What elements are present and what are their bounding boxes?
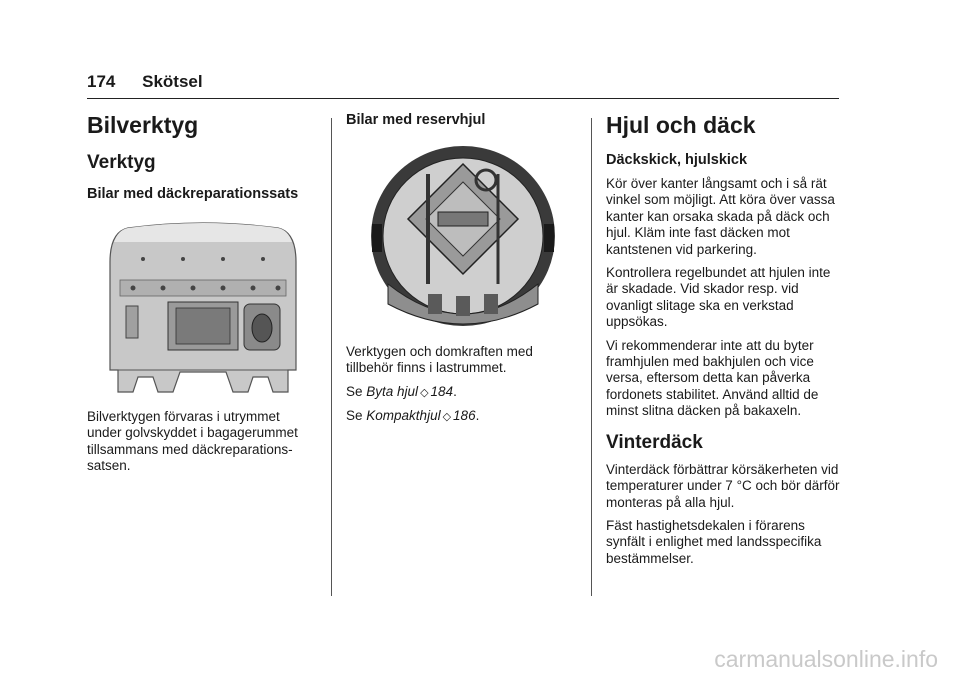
page-ref-icon: ◇: [420, 386, 429, 399]
column-3: [606, 110, 841, 574]
column-2: [346, 110, 574, 433]
page-ref-icon: ◇: [442, 411, 452, 424]
page-header: [87, 72, 203, 92]
link-change-wheel[interactable]: Byta hjul: [366, 383, 419, 399]
section-title: Skötsel: [142, 72, 203, 91]
heading-bilverktyg: Bilverktyg: [87, 112, 199, 138]
heading-wheels-tyres: Hjul och däck: [606, 112, 756, 138]
column-divider: [331, 118, 332, 596]
paragraph-tyre-3: Vi rekommenderar inte att du byter framhjulen med bakhjulen och vice versa, eftersom detta kan påverka fordonets stabilitet. Använd alltid de minst slitna däcken på bakaxeln.: [606, 337, 819, 419]
link-compact-wheel[interactable]: Kompakthjul: [366, 408, 441, 424]
heading-tire-repair-kit: Bilar med däckreparationssats: [87, 186, 299, 202]
paragraph-tool-storage: Bilverktygen förvaras i utrymmet under golvskyddet i bagagerummet tillsammans med däckreparations- satsen.: [87, 409, 298, 474]
paragraph-winter-1: Vinterdäck förbättrar körsäkerheten vid temperaturer under 7 °C och bör därför monteras på alla hjul.: [606, 461, 840, 510]
paragraph-winter-2: Fäst hastighetsdekalen i förarens synfält i enlighet med landsspecifika bestämmelser.: [606, 517, 822, 566]
heading-tyre-condition: Däckskick, hjulskick: [606, 152, 748, 168]
heading-verktyg: Verktyg: [87, 152, 156, 173]
cross-reference-change-wheel: Se Byta hjul ◇ 184.: [346, 384, 574, 401]
page-number: 174: [87, 72, 116, 91]
column-1: [87, 110, 315, 482]
paragraph-tools-location: Verktygen och domkraften med tillbehör finns i lastrummet.: [346, 344, 533, 376]
spare-wheel-tools-illustration: [368, 144, 574, 334]
paragraph-tyre-1: Kör över kanter långsamt och i så rät vinkel som möjligt. Att köra över vassa kanter kan orsaka skada på däck och hjul. Kläm inte fast däcken mot kantstenen vid parkering.: [606, 176, 835, 257]
page-ref-184[interactable]: 184: [430, 383, 454, 399]
heading-winter-tyres: Vinterdäck: [606, 431, 703, 453]
header-rule: [87, 98, 839, 99]
page-ref-186[interactable]: 186: [453, 408, 476, 424]
cross-reference-compact-wheel: Se Kompakthjul ◇ 186.: [346, 408, 574, 425]
heading-spare-wheel: Bilar med reservhjul: [346, 112, 486, 128]
watermark: carmanualsonline.info: [714, 646, 938, 672]
paragraph-tyre-2: Kontrollera regelbundet att hjulen inte är skadade. Vid skador resp. vid ovanligt slitage ska en verkstad uppsökas.: [606, 265, 831, 330]
column-divider: [591, 118, 592, 596]
tool-kit-illustration: [108, 222, 315, 397]
